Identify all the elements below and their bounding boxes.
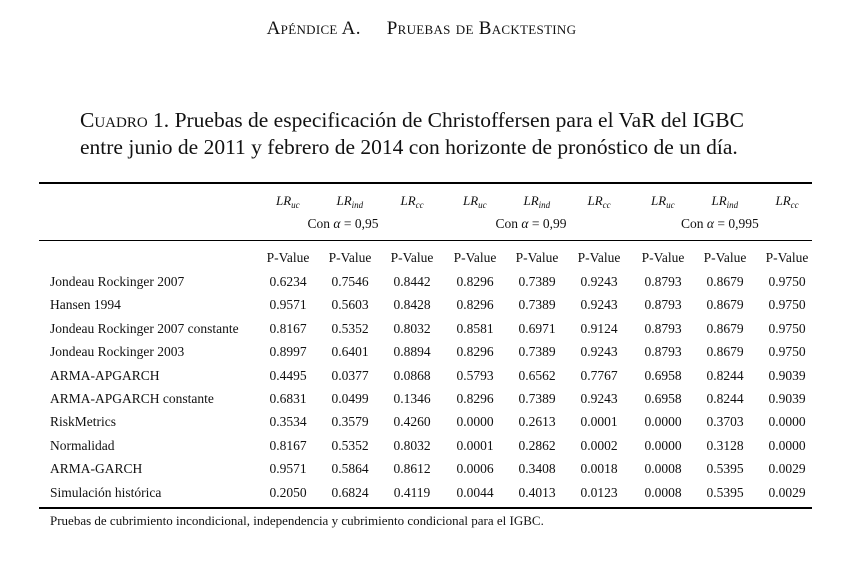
stat-header — [337, 193, 364, 210]
p-value-cell: 0.7546 — [331, 274, 369, 289]
p-value-cell: 0.7389 — [518, 274, 556, 289]
row-label: Jondeau Rockinger 2007 — [50, 274, 185, 289]
group-level: = 0,995 — [713, 216, 759, 231]
p-value-cell: 0.5352 — [331, 437, 369, 453]
stat-header-sub: uc — [666, 200, 675, 210]
p-value-cell: 0.4495 — [269, 367, 307, 383]
p-value-cell: 0.7389 — [518, 297, 556, 313]
p-value-cell: 0.3408 — [518, 461, 556, 477]
stat-header-sub: cc — [415, 200, 424, 210]
p-value-cell: 0.6958 — [644, 367, 682, 383]
p-value-cell: 0.8679 — [706, 297, 744, 313]
p-value-cell: 0.8679 — [706, 320, 744, 336]
p-value-cell: 0.7389 — [518, 391, 556, 406]
p-value-cell: 0.3128 — [706, 437, 744, 453]
p-value-cell: 0.8296 — [456, 391, 494, 406]
stat-header-base: LR — [775, 193, 791, 208]
alpha-symbol: α — [521, 216, 529, 231]
caption-label: Cuadro 1. — [80, 108, 170, 132]
p-value-cell: 0.8167 — [269, 320, 307, 336]
p-value-cell: 0.8428 — [393, 297, 431, 313]
p-value-cell: 0.9750 — [768, 297, 806, 313]
p-value-cell: 0.8167 — [269, 437, 307, 453]
p-value-cell: 0.0377 — [331, 367, 369, 383]
alpha-symbol: α — [706, 216, 714, 231]
p-value-cell: 0.6234 — [269, 274, 307, 289]
p-value-cell: 0.5395 — [706, 461, 744, 477]
p-value-cell: 0.8793 — [644, 320, 682, 336]
p-value-cell: 0.0499 — [331, 391, 369, 406]
p-value-cell: 0.8244 — [706, 391, 744, 406]
p-value-cell: 0.5793 — [456, 367, 494, 383]
p-value-cell: 0.0006 — [456, 461, 494, 477]
p-value-cell: 0.6831 — [269, 391, 307, 406]
p-value-cell: 0.4013 — [518, 484, 556, 500]
p-value-cell: 0.9750 — [768, 344, 806, 360]
group-prefix: Con — [307, 216, 334, 231]
pvalue-header: P-Value — [453, 250, 497, 265]
p-value-cell: 0.0018 — [580, 461, 618, 477]
stat-header-sub: ind — [351, 200, 364, 210]
p-value-cell: 0.8442 — [393, 274, 431, 289]
stat-header-base: LR — [651, 193, 667, 208]
p-value-cell: 0.9039 — [768, 391, 806, 406]
stat-header-sub: uc — [478, 200, 487, 210]
group-level: = 0,99 — [528, 216, 567, 231]
p-value-cell: 0.0868 — [393, 367, 431, 383]
row-label: ARMA-APGARCH — [50, 367, 160, 383]
p-value-cell: 0.9124 — [580, 320, 618, 336]
p-value-cell: 0.8244 — [706, 367, 744, 383]
stat-header — [712, 193, 739, 210]
p-value-cell: 0.0008 — [644, 461, 682, 477]
p-value-cell: 0.9571 — [269, 297, 307, 313]
p-value-cell: 0.7767 — [580, 367, 618, 383]
p-value-cell: 0.8679 — [706, 274, 744, 289]
p-value-cell: 0.8581 — [456, 320, 494, 336]
p-value-cell: 0.8032 — [393, 320, 431, 336]
p-value-cell: 0.9750 — [768, 320, 806, 336]
p-value-cell: 0.6401 — [331, 344, 369, 360]
pvalue-header: P-Value — [577, 250, 621, 265]
p-value-cell: 0.8997 — [269, 344, 307, 360]
p-value-cell: 0.0001 — [580, 414, 618, 430]
row-label: Hansen 1994 — [50, 297, 121, 313]
stat-header — [276, 193, 300, 210]
p-value-cell: 0.4260 — [393, 414, 431, 430]
p-value-cell: 0.9243 — [580, 344, 618, 360]
stat-header-base: LR — [400, 193, 416, 208]
table-top-rule — [39, 182, 812, 184]
p-value-cell: 0.0000 — [456, 414, 494, 430]
table-header-rule — [39, 240, 812, 241]
row-label: Jondeau Rockinger 2003 — [50, 344, 185, 360]
pvalue-header: P-Value — [515, 250, 559, 265]
caption-line1: Pruebas de especificación de Christoffersen para el VaR del IGBC — [174, 108, 744, 132]
p-value-cell: 0.8679 — [706, 344, 744, 360]
p-value-cell: 0.3534 — [269, 414, 307, 430]
stat-header-sub: uc — [291, 200, 300, 210]
p-value-cell: 0.3703 — [706, 414, 744, 430]
confidence-group-header — [681, 216, 759, 232]
p-value-cell: 0.8894 — [393, 344, 431, 360]
p-value-cell: 0.8296 — [456, 274, 494, 289]
p-value-cell: 0.2862 — [518, 437, 556, 453]
p-value-cell: 0.8032 — [393, 437, 431, 453]
stat-header — [463, 193, 487, 210]
caption-line2: entre junio de 2011 y febrero de 2014 con horizonte de pronóstico de un día. — [80, 135, 738, 159]
p-value-cell: 0.0029 — [768, 484, 806, 500]
p-value-cell: 0.5395 — [706, 484, 744, 500]
table-bottom-rule — [39, 507, 812, 509]
p-value-cell: 0.0000 — [768, 414, 806, 430]
pvalue-header: P-Value — [390, 250, 434, 265]
p-value-cell: 0.9243 — [580, 274, 618, 289]
p-value-cell: 0.8793 — [644, 344, 682, 360]
stat-header-sub: ind — [726, 200, 739, 210]
stat-header-base: LR — [587, 193, 603, 208]
p-value-cell: 0.0002 — [580, 437, 618, 453]
p-value-cell: 0.0029 — [768, 461, 806, 477]
p-value-cell: 0.9571 — [269, 461, 307, 477]
pvalue-header: P-Value — [765, 250, 809, 265]
p-value-cell: 0.0008 — [644, 484, 682, 500]
stat-header — [588, 193, 611, 210]
p-value-cell: 0.8296 — [456, 344, 494, 360]
pvalue-header: P-Value — [266, 250, 310, 265]
p-value-cell: 0.9243 — [580, 297, 618, 313]
stat-header — [776, 193, 799, 210]
p-value-cell: 0.0000 — [644, 437, 682, 453]
p-value-cell: 0.0123 — [580, 484, 618, 500]
p-value-cell: 0.4119 — [393, 484, 431, 500]
p-value-cell: 0.3579 — [331, 414, 369, 430]
table-caption — [80, 107, 780, 161]
row-label: Normalidad — [50, 437, 115, 453]
p-value-cell: 0.9039 — [768, 367, 806, 383]
p-value-cell: 0.6562 — [518, 367, 556, 383]
row-label: Jondeau Rockinger 2007 constante — [50, 320, 239, 336]
stat-header-base: LR — [463, 193, 479, 208]
alpha-symbol: α — [333, 216, 341, 231]
stat-header — [651, 193, 675, 210]
stat-header — [524, 193, 551, 210]
p-value-cell: 0.2613 — [518, 414, 556, 430]
stat-header-base: LR — [336, 193, 352, 208]
stat-header-base: LR — [711, 193, 727, 208]
stat-header-sub: cc — [602, 200, 611, 210]
p-value-cell: 0.5603 — [331, 297, 369, 313]
table-note: Pruebas de cubrimiento incondicional, independencia y cubrimiento condicional para el IGBC. — [50, 513, 544, 528]
stat-header — [401, 193, 424, 210]
pvalue-header: P-Value — [641, 250, 685, 265]
pvalue-header: P-Value — [703, 250, 747, 265]
p-value-cell: 0.8296 — [456, 297, 494, 313]
stat-header-base: LR — [523, 193, 539, 208]
p-value-cell: 0.7389 — [518, 344, 556, 360]
p-value-cell: 0.8793 — [644, 274, 682, 289]
stat-header-base: LR — [276, 193, 292, 208]
p-value-cell: 0.0001 — [456, 437, 494, 453]
confidence-group-header — [308, 216, 379, 232]
row-label: ARMA-GARCH — [50, 461, 143, 477]
appendix-title: Pruebas de Backtesting — [386, 18, 577, 39]
p-value-cell: 0.6958 — [644, 391, 682, 406]
confidence-group-header — [496, 216, 567, 232]
p-value-cell: 0.6824 — [331, 484, 369, 500]
row-label: Simulación histórica — [50, 484, 162, 500]
appendix-label: Apéndice A. — [266, 18, 361, 39]
p-value-cell: 0.9750 — [768, 274, 806, 289]
p-value-cell: 0.1346 — [393, 391, 431, 406]
p-value-cell: 0.0044 — [456, 484, 494, 500]
stat-header-sub: cc — [790, 200, 799, 210]
p-value-cell: 0.6971 — [518, 320, 556, 336]
p-value-cell: 0.0000 — [644, 414, 682, 430]
p-value-cell: 0.8793 — [644, 297, 682, 313]
appendix-heading — [0, 18, 843, 40]
p-value-cell: 0.8612 — [393, 461, 431, 477]
p-value-cell: 0.2050 — [269, 484, 307, 500]
group-level: = 0,95 — [340, 216, 379, 231]
group-prefix: Con — [681, 216, 707, 231]
pvalue-header: P-Value — [328, 250, 372, 265]
row-label: RiskMetrics — [50, 414, 116, 430]
row-label: ARMA-APGARCH constante — [50, 391, 214, 406]
p-value-cell: 0.0000 — [768, 437, 806, 453]
group-prefix: Con — [495, 216, 522, 231]
p-value-cell: 0.9243 — [580, 391, 618, 406]
p-value-cell: 0.5864 — [331, 461, 369, 477]
p-value-cell: 0.5352 — [331, 320, 369, 336]
stat-header-sub: ind — [538, 200, 551, 210]
